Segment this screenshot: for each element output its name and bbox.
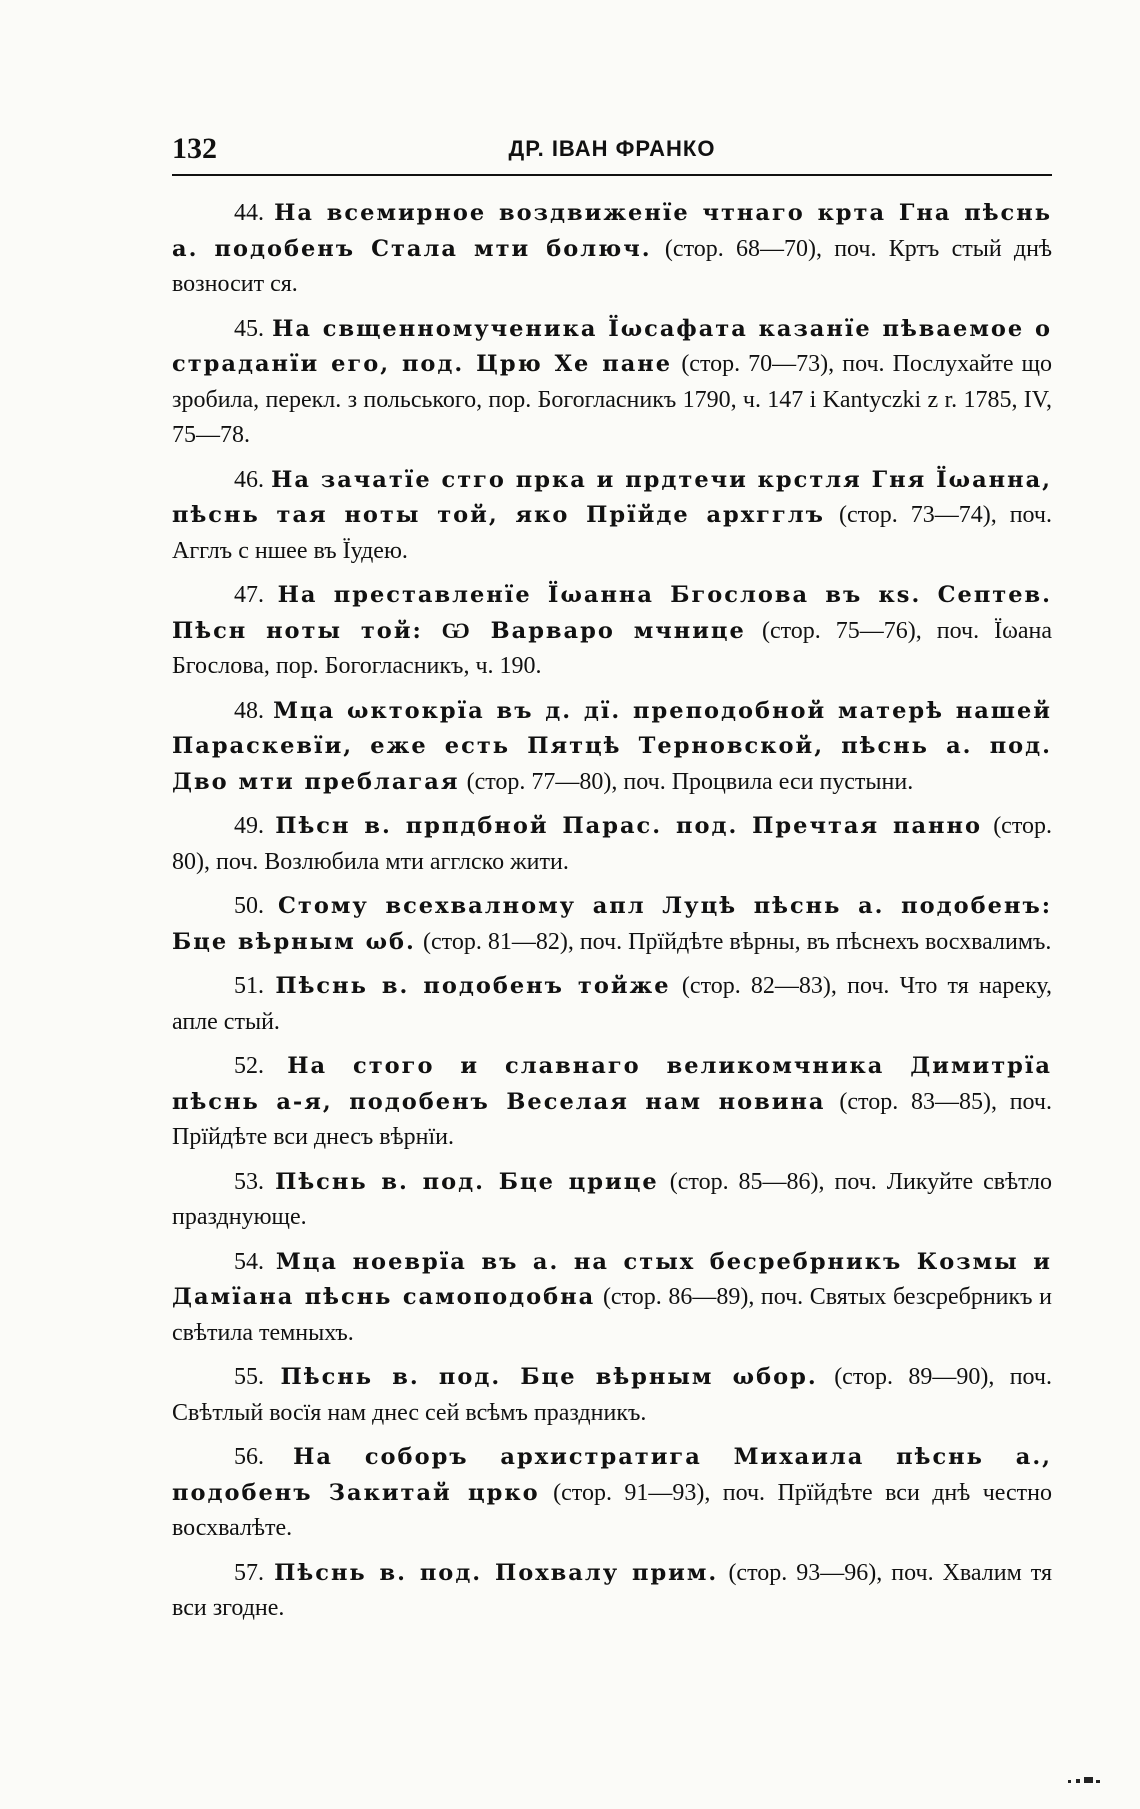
entry-reference: (стор. 75—76), поч. Їωана Бгослова, пор. Богогласникъ, ч. 190. <box>172 617 1053 679</box>
entry-reference: (стор. 73—74), поч. Агглъ с ншее въ Їудею. <box>172 502 1052 564</box>
list-item <box>172 1165 1052 1236</box>
entry-reference: (стор. 82—83), поч. Что тя нареку, апле стый. <box>172 973 1052 1035</box>
entry-reference: (стор. 77—80), поч. Процвила еси пустыни. <box>466 768 914 795</box>
entry-reference: (стор. 81—82), поч. Прїйдѣте вѣрны, въ пѣснехъ восхвалимъ. <box>423 928 1052 955</box>
ink-speck-decoration <box>1068 1774 1104 1786</box>
entry-number: 44. <box>234 200 264 226</box>
entry-reference: (стор. 83—85), поч. Прїйдѣте вси днесъ вѣрнїи. <box>172 1088 1052 1150</box>
entry-list <box>172 196 1052 1636</box>
entry-title: Мца ноеврїа въ а. на стых бесребрникъ Козмы и Дамїана пѣснь самоподобна <box>172 1248 1052 1310</box>
page-number: 132 <box>172 132 217 165</box>
entry-number: 52. <box>234 1053 264 1079</box>
entry-title: Пѣснь в. под. Похвалу прим. <box>274 1559 719 1586</box>
list-item <box>172 1440 1052 1547</box>
list-item <box>172 312 1052 454</box>
entry-number: 53. <box>234 1168 264 1195</box>
entry-reference: (стор. 68—70), поч. Кртъ стый днѣ возносит ся. <box>172 235 1052 297</box>
list-item <box>172 196 1052 303</box>
list-item <box>172 463 1052 570</box>
entry-number: 56. <box>234 1444 264 1470</box>
entry-title: Стому всехвалному апл Луцѣ пѣснь а. подобенъ: Бце вѣрным ωб. <box>172 893 1053 955</box>
entry-title: Мца ωктокрїа въ д. дї. преподобной матерѣ нашей Параскевїи, еже есть Пятцѣ Терновской, пѣснь а. под. Дво мти преблагая <box>172 697 1052 795</box>
entry-title: Пѣснь в. под. Бце црице <box>275 1168 659 1195</box>
entry-title: На стого и славнаго великомчника Димитрїа пѣснь а-я, подобенъ Веселая нам новина <box>172 1053 1052 1115</box>
list-item <box>172 578 1052 685</box>
entry-number: 48. <box>234 697 264 724</box>
entry-title: Пѣсн в. прпдбной Парас. под. Пречтая панно <box>275 813 982 839</box>
entry-reference: (стор. 91—93), поч. Прїйдѣте вси днѣ честно восхвалѣте. <box>172 1479 1052 1541</box>
list-item <box>172 809 1052 880</box>
list-item <box>172 969 1052 1040</box>
entry-number: 57. <box>234 1559 264 1586</box>
entry-title: На зачатїе стго прка и прдтечи крстля Гня Їωанна, пѣснь тая ноты той, яко Прїйде архгглъ <box>172 466 1052 528</box>
entry-number: 45. <box>234 315 264 342</box>
page-header <box>172 128 1052 176</box>
list-item <box>172 1556 1052 1627</box>
entry-reference: (стор. 80), поч. Возлюбила мти агглско жити. <box>172 813 1053 875</box>
running-head: ДР. ІВАН ФРАНКО <box>508 136 716 161</box>
entry-number: 54. <box>234 1248 264 1275</box>
list-item <box>172 889 1052 960</box>
list-item <box>172 694 1052 801</box>
entry-number: 47. <box>234 582 264 608</box>
entry-title: На соборъ архистратига Михаила пѣснь а., подобенъ Закитай црко <box>172 1444 1052 1506</box>
list-item <box>172 1245 1052 1352</box>
entry-reference: (стор. 85—86), поч. Ликуйте свѣтло празднующе. <box>172 1168 1052 1230</box>
entry-number: 46. <box>234 466 264 493</box>
entry-number: 49. <box>234 813 264 839</box>
entry-number: 50. <box>234 893 264 919</box>
entry-title: Пѣснь в. под. Бце вѣрным ωбор. <box>280 1364 818 1390</box>
entry-reference: (стор. 93—96), поч. Хвалим тя вси згодне. <box>172 1559 1053 1621</box>
entry-title: Пѣснь в. подобенъ тойже <box>275 973 671 999</box>
entry-title: На преставленїе Їωанна Бгослова въ кѕ. Септев. Пѣсн ноты той: Ѡ Варваро мчнице <box>172 582 1053 644</box>
entry-reference: (стор. 86—89), поч. Святых безсребрникъ и свѣтила темныхъ. <box>172 1284 1052 1346</box>
entry-number: 51. <box>234 973 264 999</box>
entry-reference: (стор. 89—90), поч. Свѣтлый восїя нам днес сей всѣмъ праздникъ. <box>172 1364 1053 1426</box>
entry-title: На свщенномученика Їωсафата казанїе пѣваемое о страданїи его, под. Црю Хе пане <box>172 315 1052 377</box>
entry-number: 55. <box>234 1364 264 1390</box>
list-item <box>172 1360 1052 1431</box>
entry-title: На всемирное воздвиженїе чтнаго крта Гна пѣснь а. подобенъ Стала мти болюч. <box>172 200 1052 262</box>
list-item <box>172 1049 1052 1156</box>
entry-reference: (стор. 70—73), поч. Послухайте що зробила, перекл. з польського, пор. Богогласникъ 1790, ч. 147 і Kantyczki z r. 1785, IV, 75—78. <box>172 351 1053 448</box>
